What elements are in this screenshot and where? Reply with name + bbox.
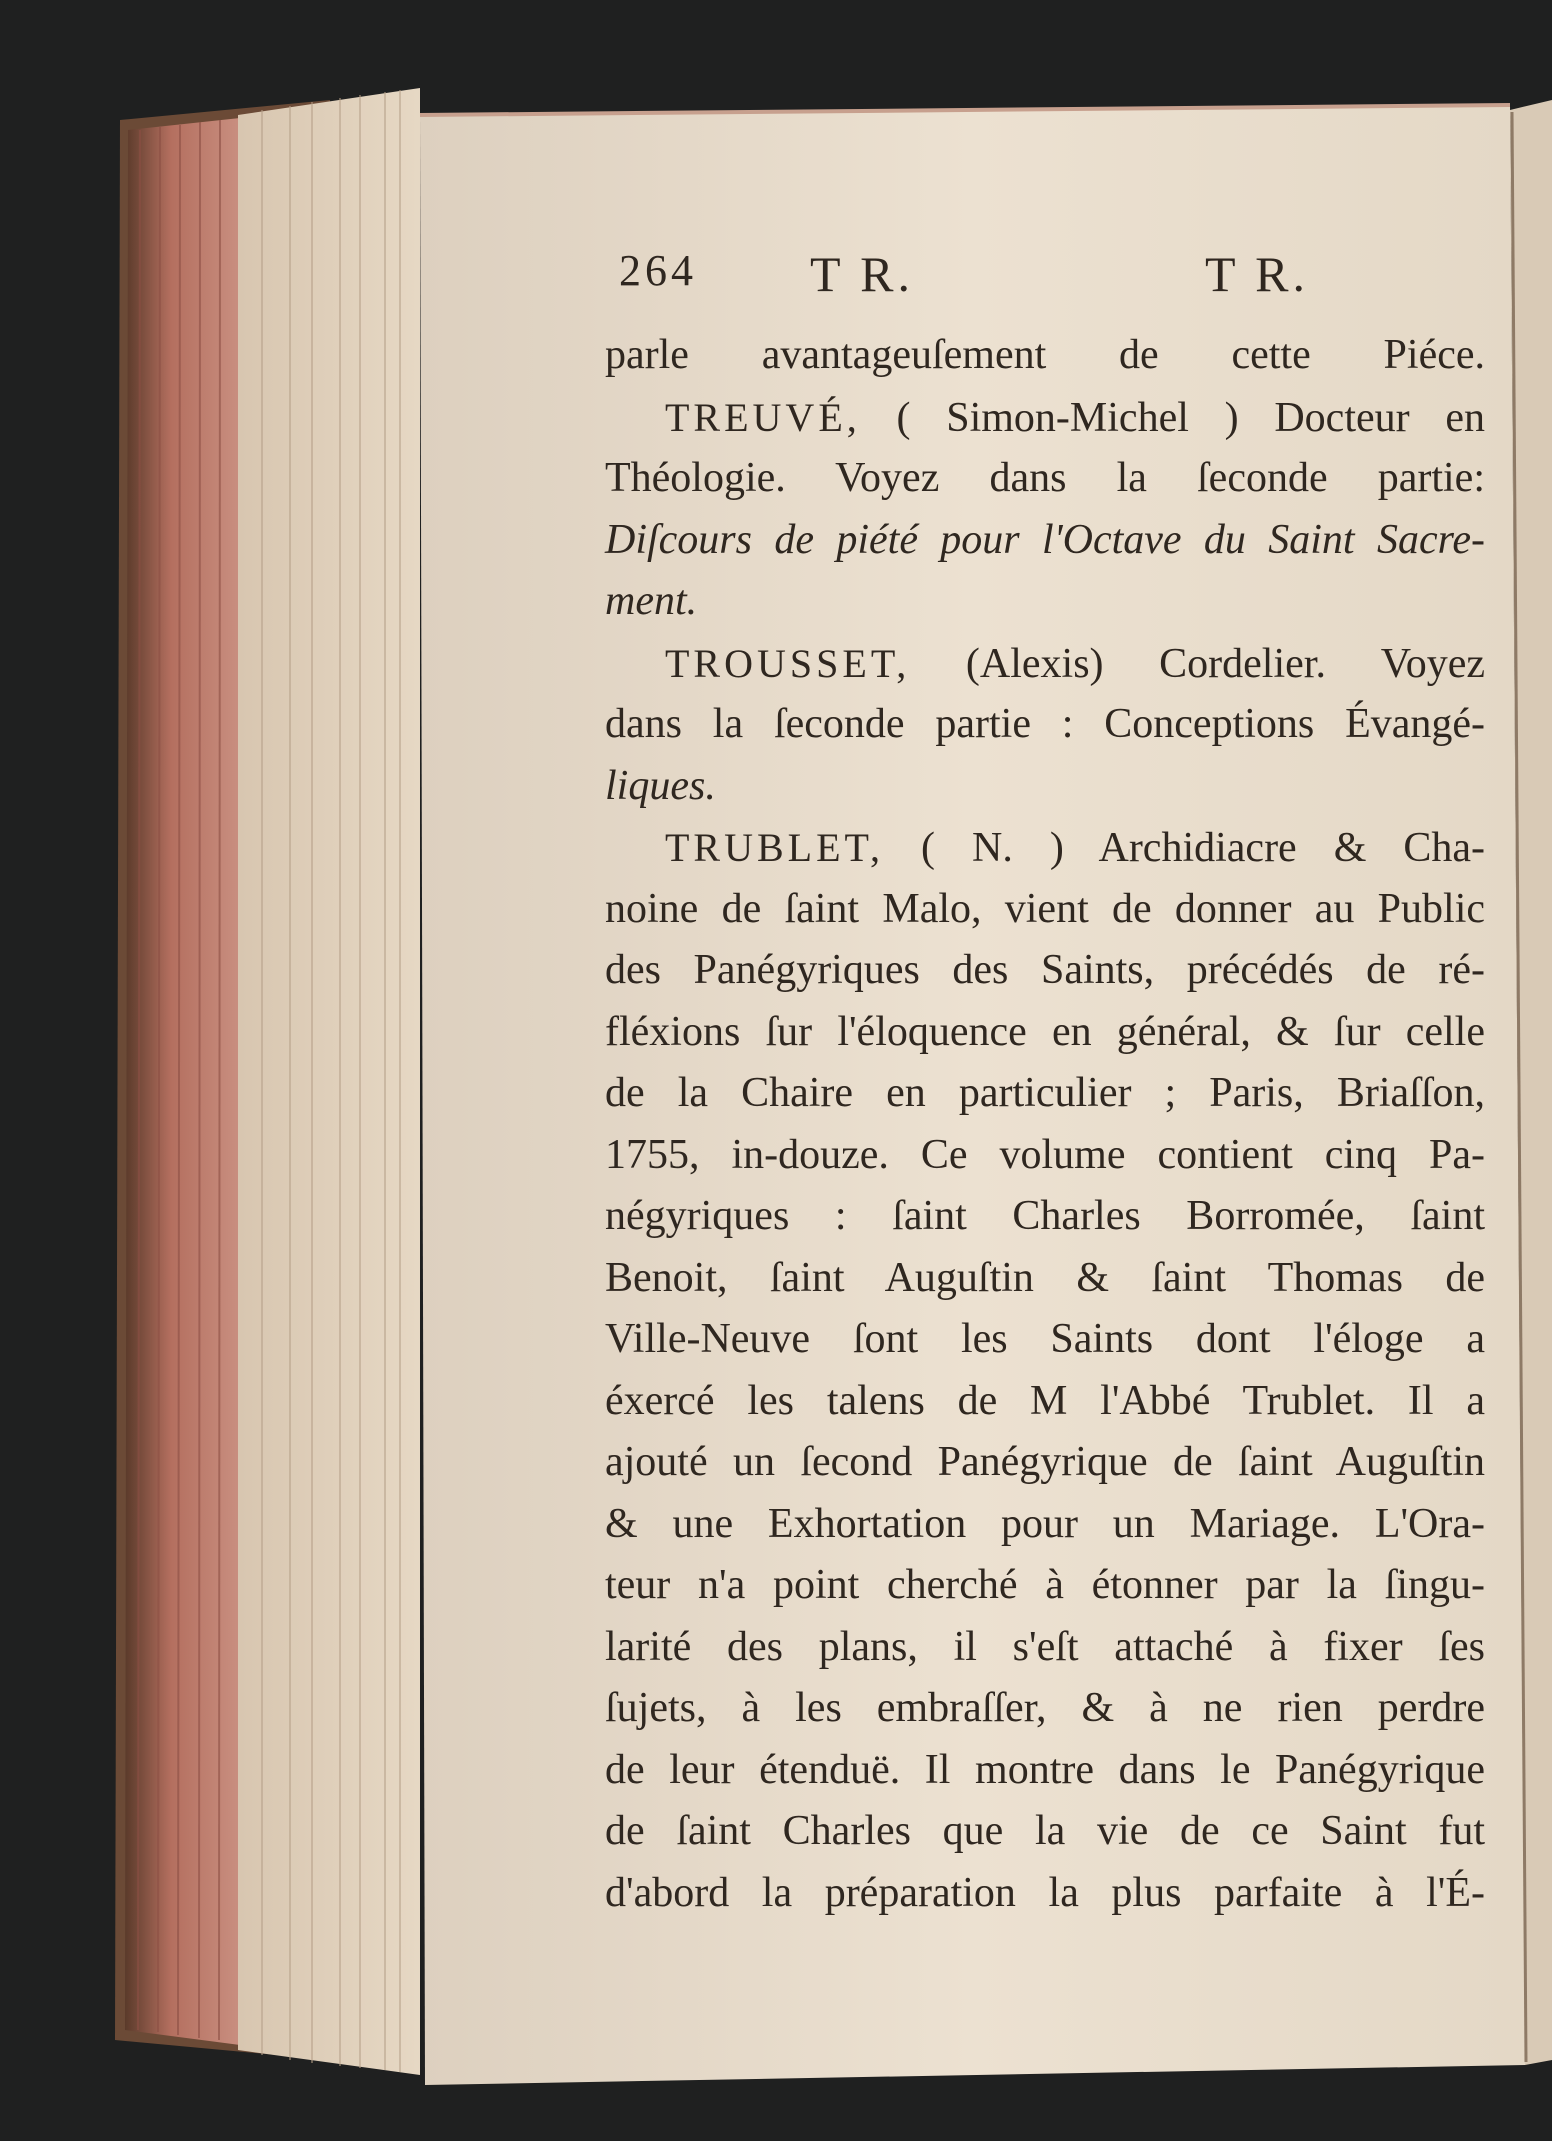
text-line: parle avantageuſement de cette Piéce. <box>605 332 1485 378</box>
running-head <box>605 245 1485 325</box>
page-number: 264 <box>619 246 697 295</box>
entry-name: TRUBLET, <box>665 825 885 870</box>
entry-name: TREUVÉ, <box>665 394 861 440</box>
text-line: de ſaint Charles que la vie de ce Saint fut <box>605 1808 1485 1854</box>
entry-heading <box>605 817 1485 879</box>
entry-description: ( Simon-Michel ) Docteur en <box>896 394 1485 441</box>
entry-description: (Alexis) Cordelier. Voyez <box>965 640 1486 687</box>
text-line: fléxions ſur l'éloquence en général, & ſur celle <box>605 1008 1485 1055</box>
entry-description: ( N. ) Archidiacre & Cha- <box>921 825 1485 871</box>
text-line: ajouté un ſecond Panégyrique de ſaint Auguſtin <box>605 1439 1485 1485</box>
running-head-left: T R. <box>810 246 914 302</box>
text-line: éxercé les talens de M l'Abbé Trublet. Il a <box>605 1377 1485 1424</box>
text-line: teur n'a point cherché à étonner par la ſingu- <box>605 1562 1485 1608</box>
text-line: Benoit, ſaint Auguſtin & ſaint Thomas de <box>605 1254 1485 1301</box>
entry-heading <box>605 387 1485 449</box>
text-line: liques. <box>605 762 716 809</box>
book-page <box>605 245 1485 1924</box>
text-line: des Panégyriques des Saints, précédés de ré- <box>605 947 1485 993</box>
text-line: noine de ſaint Malo, vient de donner au Public <box>605 885 1485 932</box>
entry-heading <box>605 633 1485 695</box>
text-line: négyriques : ſaint Charles Borromée, ſaint <box>605 1193 1485 1239</box>
running-head-right: T R. <box>1205 246 1309 302</box>
text-line: 1755, in-douze. Ce volume contient cinq Pa- <box>605 1131 1485 1178</box>
text-line: dans la ſeconde partie : Conceptions Évangé- <box>605 701 1485 747</box>
text-line: d'abord la préparation la plus parfaite à l'É- <box>605 1869 1485 1916</box>
text-line: ment. <box>605 578 698 624</box>
text-line: Théologie. Voyez dans la ſeconde partie: <box>605 455 1485 501</box>
text-line: ſujets, à les embraſſer, & à ne rien perdre <box>605 1685 1485 1731</box>
text-line: & une Exhortation pour un Mariage. L'Ora- <box>605 1500 1485 1547</box>
entry-name: TROUSSET, <box>665 640 911 686</box>
text-line: Ville-Neuve ſont les Saints dont l'éloge a <box>605 1316 1485 1362</box>
text-line: larité des plans, il s'eſt attaché à fixer ſes <box>605 1623 1485 1670</box>
text-line: de leur étenduë. Il montre dans le Panégyrique <box>605 1746 1485 1793</box>
text-line: de la Chaire en particulier ; Paris, Briaſſon, <box>605 1070 1485 1116</box>
text-line: Diſcours de piété pour l'Octave du Saint Sacre- <box>605 516 1485 563</box>
